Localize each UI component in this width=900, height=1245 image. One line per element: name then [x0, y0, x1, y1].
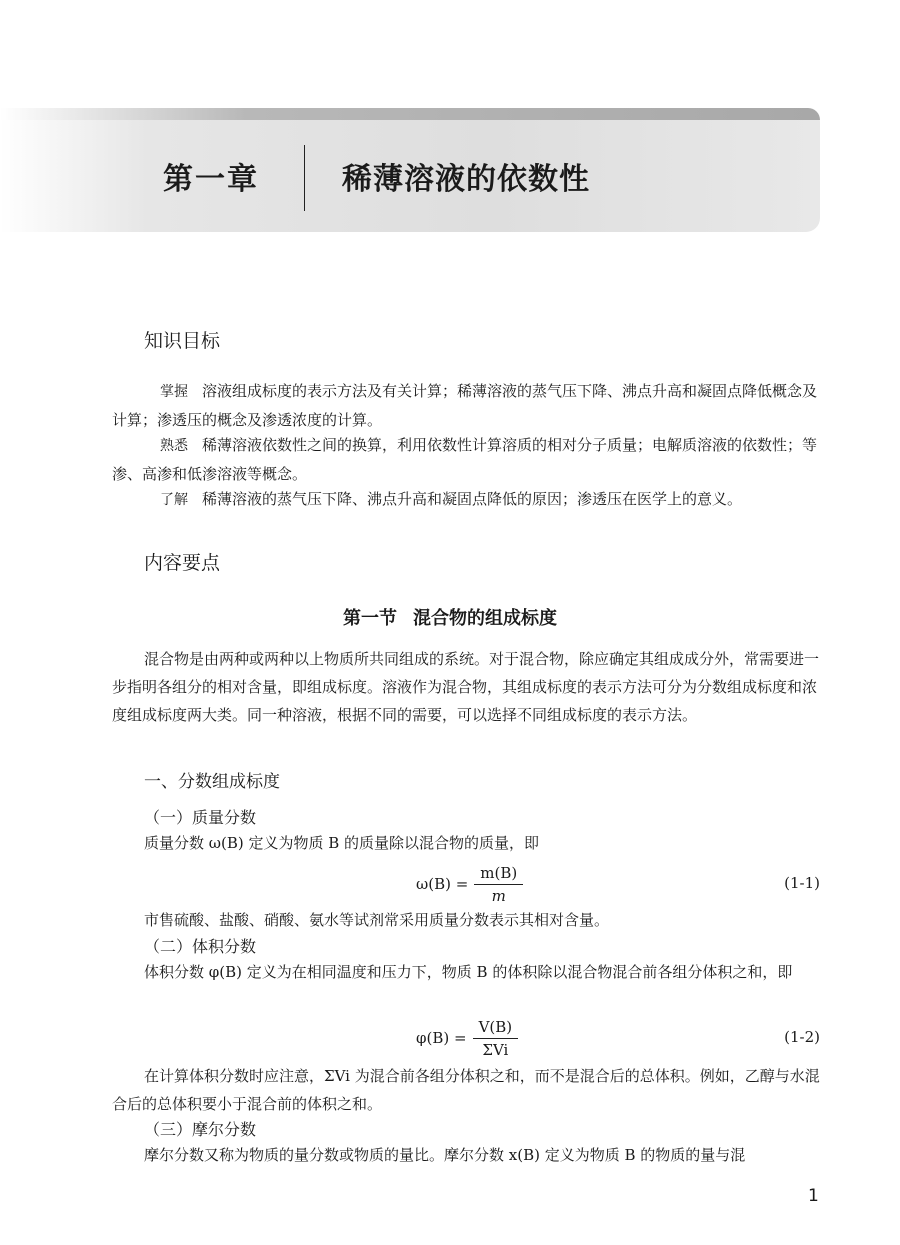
- objective-keyword: 了解: [160, 492, 188, 508]
- equation-number: (1-1): [784, 874, 820, 892]
- objective-keyword: 掌握: [160, 384, 188, 400]
- part1-heading: 一、分数组成标度: [144, 772, 280, 792]
- mass-fraction-heading: （一）质量分数: [144, 808, 257, 827]
- mass-fraction-note: 市售硫酸、盐酸、硝酸、氨水等试剂常采用质量分数表示其相对含量。: [144, 911, 610, 929]
- objective-keyword: 熟悉: [160, 438, 188, 454]
- page-number: 1: [808, 1186, 819, 1206]
- objective-item: [112, 431, 822, 488]
- chapter-number: 第一章: [163, 162, 259, 197]
- volume-fraction-heading: （二）体积分数: [144, 937, 257, 956]
- mole-fraction-heading: （三）摩尔分数: [144, 1120, 257, 1139]
- objective-item: [112, 485, 822, 514]
- volume-fraction-note: 在计算体积分数时应注意，ΣVi 为混合前各组分体积之和，而不是混合后的总体积。例如，乙醇与水混合后的总体积要小于混合前的体积之和。: [112, 1067, 820, 1113]
- content-heading: 内容要点: [144, 552, 221, 574]
- objective-item: [112, 377, 822, 434]
- equation-lhs: ω(B) =: [416, 875, 469, 893]
- equation-fraction: [474, 864, 523, 905]
- section-number: 第一节: [343, 608, 397, 629]
- equation-denominator: m: [491, 886, 506, 905]
- equation-1-2: [0, 1016, 900, 1060]
- banner-top-stripe: [0, 108, 820, 120]
- mass-fraction-definition: 质量分数 ω(B) 定义为物质 B 的质量除以混合物的质量，即: [144, 834, 540, 852]
- objective-text: 稀薄溶液依数性之间的换算，利用依数性计算溶质的相对分子质量；电解质溶液的依数性；等渗、高渗和低渗溶液等概念。: [112, 436, 818, 483]
- chapter-divider: [304, 145, 305, 211]
- equation-fraction: [473, 1018, 519, 1059]
- equation-denominator: ΣVi: [482, 1040, 509, 1059]
- equation-lhs: φ(B) =: [416, 1029, 467, 1047]
- section-title: 混合物的组成标度: [413, 608, 557, 629]
- equation-number: (1-2): [784, 1028, 820, 1046]
- volume-fraction-definition: 体积分数 φ(B) 定义为在相同温度和压力下，物质 B 的体积除以混合物混合前各组分体积之和，即: [144, 963, 793, 981]
- mole-fraction-definition: 摩尔分数又称为物质的量分数或物质的量比。摩尔分数 x(B) 定义为物质 B 的物质的量与混: [144, 1146, 746, 1164]
- intro-paragraph: 混合物是由两种或两种以上物质所共同组成的系统。对于混合物，除应确定其组成成分外，常需要进一步指明各组分的相对含量，即组成标度。溶液作为混合物，其组成标度的表示方法可分为分数组成标度和浓度组成标度两大类。同一种溶液，根据不同的需要，可以选择不同组成标度的表示方法。: [112, 650, 820, 724]
- chapter-title: 稀薄溶液的依数性: [342, 162, 590, 197]
- equation-numerator: m(B): [474, 864, 523, 885]
- objective-text: 溶液组成标度的表示方法及有关计算；稀薄溶液的蒸气压下降、沸点升高和凝固点降低概念及计算；渗透压的概念及渗透浓度的计算。: [112, 382, 818, 429]
- objectives-heading: 知识目标: [144, 330, 221, 352]
- equation-numerator: V(B): [473, 1018, 519, 1039]
- objective-text: 稀薄溶液的蒸气压下降、沸点升高和凝固点降低的原因；渗透压在医学上的意义。: [202, 490, 743, 508]
- equation-1-1: [0, 862, 900, 906]
- section-heading: [0, 604, 900, 630]
